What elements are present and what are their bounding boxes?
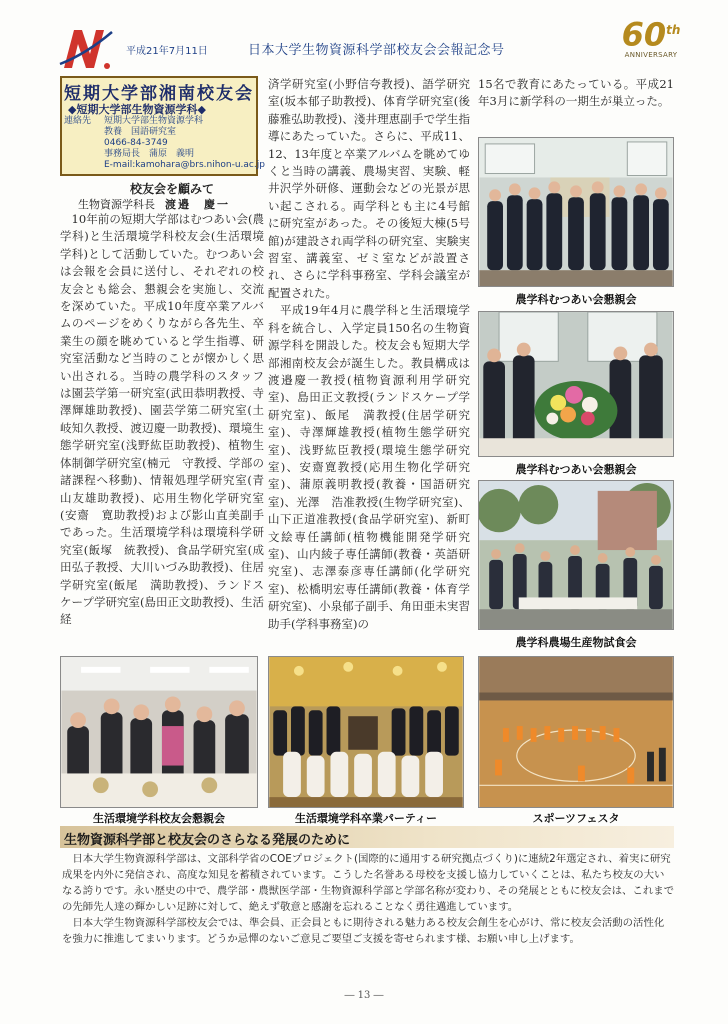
photo-alumni-party bbox=[60, 656, 258, 808]
photo-group-party bbox=[478, 137, 674, 287]
photo-caption: 農学科むつあい会懇親会 bbox=[515, 463, 637, 476]
photo-caption: 農学科むつあい会懇親会 bbox=[515, 293, 637, 306]
photo-caption: スポーツフェスタ bbox=[532, 812, 620, 825]
closing-title: 生物資源科学部と校友会のさらなる発展のために bbox=[64, 833, 351, 848]
article-column-3: 15名で教育にあたっている。平成21年3月に新学科の一期生が巣立った。 bbox=[478, 77, 674, 109]
closing-text: 日本大学生物資源科学部は、文部科学省のCOEプロジェクト(国際的に通用する研究拠点づくり)に連続2年選定され、着実に研究成果を内外に発信され、高度な知見を蓄積されています。こうした名誉ある母校を支援し協力していくことは、私たち校友の大いなる誇りです。永い歴史の中で、農学部・農獣医学部・生物資源科学部と学部名称が変わり、その発展とともに校友会は、これまでの先師先人達の輝かしい足跡に対して、絶えず敬意と感謝を忘れることなく勇往邁進しています。 日本大学生物資源科学部校友会では、準会員、正会員ともに期待される魅力ある校友会創生を心がけ、常に校友会活動の活性化を強力に推進してまいります。どうか忌憚のないご意見ご要望ご支援を寄せられます様、お願い申し上げます。 bbox=[62, 853, 675, 945]
photo-graduation-party bbox=[268, 656, 464, 808]
article-title: 校友会を顧みて bbox=[130, 182, 215, 196]
page-number: ― 13 ― bbox=[344, 990, 384, 1001]
anniversary-suffix: th bbox=[666, 23, 681, 37]
photo-sports-festa bbox=[478, 656, 674, 808]
article-column-2: 済学研究室(小野信夸教授)、語学研究室(坂本郁子助教授)、体育学研究室(後藤雅弘助教授)、淺井理恵副手で学生指導にあたっていた。さらに、平成11、12、13年度と卒業アルバムを眺めてゆくと当時の講義、農場実習、実験、軽井沢学外研修、運動会などの光景が思い起こされる。両学科とも主に4号館に研究室があった。その後短大棟(5号館)が建設され両学科の研究室、実験実習室、講義室、ゼミ室などが設置され、さらに学科事務室、学科会議室が配置された。 平成19年4月に農学科と生活環境学科を統合し、入学定員150名の生物資源学科を開設した。校友会も短期大学部湘南校友会が誕生した。教員構成は渡邉慶一教授(植物資源利用学研究室)、島田正文教授(ランドスケープ学研究室)、飯尾 満教授(住居学研究室)、寺澤輝雄教授(植物生態学研究室)、浅野紘臣教授(環境生態学研究室)、安齋寛教授(応用生物化学研究室)、蒲原義明教授(教養・国語研究室)、光澤 浩准教授(生物学研究室)、山下正道准教授(食品学研究室)、新町文絵専任講師(植物機能開発学研究室)、山内綾子専任講師(教養・英語研究室)、志澤泰彦専任講師(化学研究室)、松橋明宏専任講師(教養・体育学研究室)、小泉郁子副手、角田亜未実習助手(学科事務室)の bbox=[268, 77, 470, 631]
newsletter-title: 日本大学生物資源科学部校友会会報記念号 bbox=[248, 43, 505, 58]
contact-email: E-mail:kamohara@brs.nihon-u.ac.jp bbox=[104, 160, 265, 170]
association-title: 短期大学部湘南校友会 bbox=[64, 84, 254, 104]
association-contact bbox=[64, 116, 265, 171]
contact-line: 0466-84-3749 bbox=[104, 138, 168, 148]
association-subtitle: ◆短期大学部生物資源学科◆ bbox=[68, 103, 206, 116]
photo-caption: 生活環境学科校友会懇親会 bbox=[93, 812, 225, 825]
photo-caption: 生活環境学科卒業パーティー bbox=[294, 812, 438, 825]
n-logo-icon bbox=[58, 24, 114, 72]
issue-date: 平成21年7月11日 bbox=[126, 46, 208, 57]
author-role: 生物資源学科長 bbox=[78, 198, 155, 211]
article-column-1: 10年前の短期大学部はむつあい会(農学科)と生活環境学科校友会(生活環境学科)として活動していた。むつあい会は会報を会員に送付し、それぞれの校友会とも総会、懇親会を実施し、交流を深めていた。平成10年度卒業アルバムのページをめくりながら各先生、卒業生の顔を眺めていると学生指導、研究室活動など当時のことが懐かしく思い出される。当時の農学科のスタッフは園芸学第一研究室(武田恭明教授、寺澤輝雄助教授)、園芸学第二研究室(土岐知久教授、渡辺慶一助教授)、環境生態学研究室(浅野紘臣助教授)、植物生体制御学研究室(楠元 守教授、学部の諸課程へ移動)、情報処理学研究室(青山友雄助教授)、応用生物化学研究室(安齋 寛助教授)および影山直美副手であった。生活環境学科は環境科学研究室(飯塚 統教授)、食品学研究室(成田弘子教授、大川いづみ助教授)、住居学研究室(飯尾 満助教授)、ランドスケープ学研究室(島田正文助教授)、生活経 bbox=[60, 212, 264, 627]
contact-line: 短期大学部生物資源学科 bbox=[104, 116, 204, 126]
photo-caption: 農学科農場生産物試食会 bbox=[515, 636, 637, 649]
anniversary-number: 60 bbox=[621, 15, 667, 54]
contact-label: 連絡先 bbox=[64, 116, 92, 126]
anniversary-word: ANNIVERSARY bbox=[624, 50, 678, 59]
photo-outdoor-tasting bbox=[478, 480, 674, 630]
author-name: 渡邉 慶一 bbox=[165, 198, 230, 211]
photo-flowers-party bbox=[478, 311, 674, 457]
contact-line: 事務局長 蒲原 義明 bbox=[104, 149, 195, 159]
article-author bbox=[78, 196, 230, 212]
anniversary-badge bbox=[610, 14, 692, 59]
contact-line: 教養 国語研究室 bbox=[104, 127, 177, 137]
